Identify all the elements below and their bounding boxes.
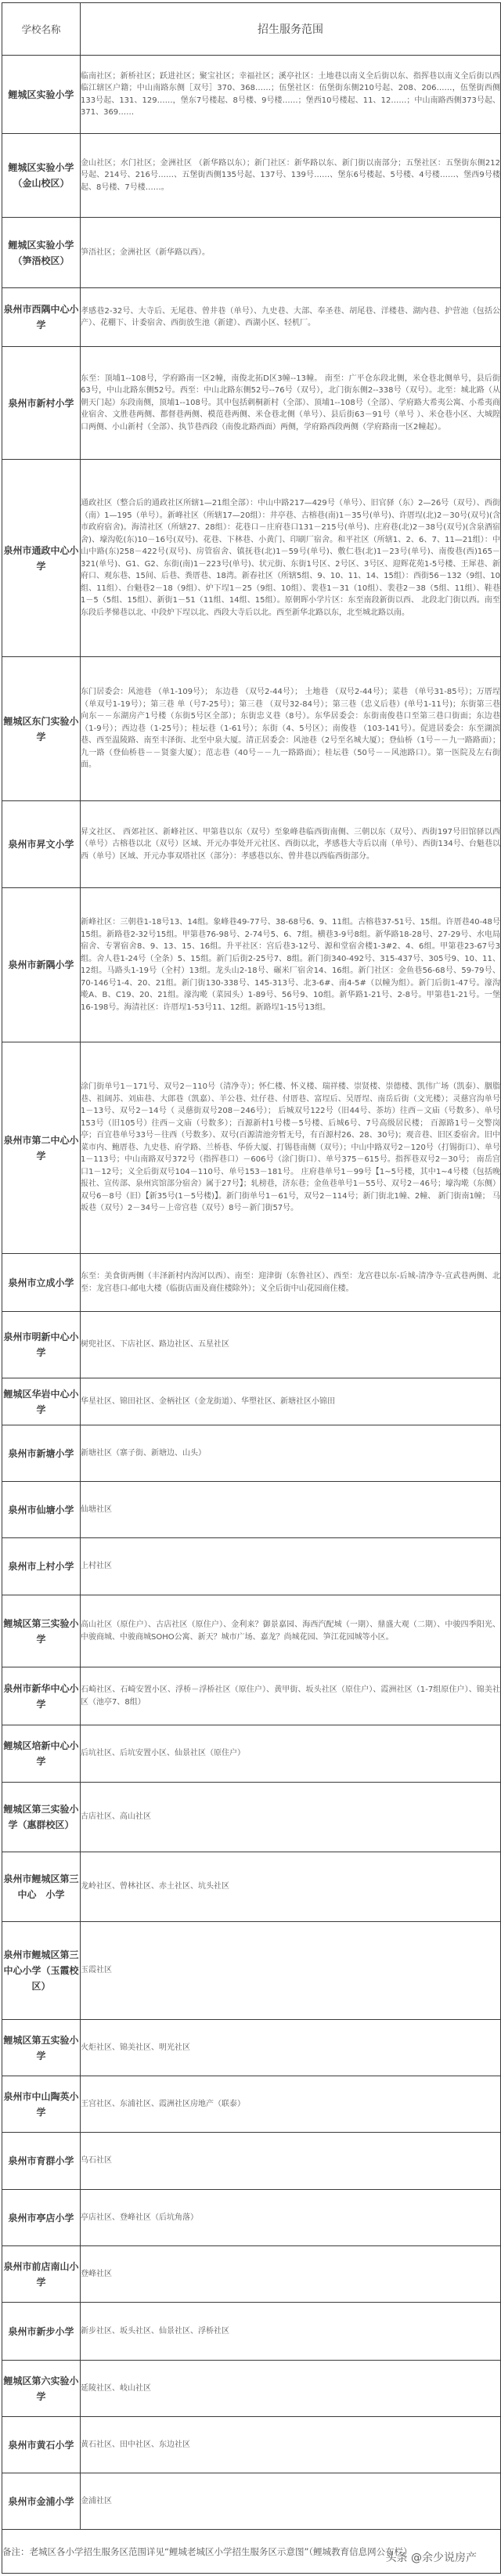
service-range-cell: 临南社区；新桥社区；跃进社区；聚宝社区；幸福社区；溪亭社区：土地巷以南义全后街以东、指挥巷以南义全后街以西临江辖区户籍；中山南路东侧［双号］370、368……；伍堡社区：伍堡街东侧210号起、208、206……，伍堡街西侧133号起、131、129……，堡东7号楼起、8号楼、9号楼……；堡西10号楼起、11、12……；中山南路西侧373号起、371、369……	[81, 56, 501, 134]
school-name-cell: 泉州市昇文小学	[2, 801, 81, 888]
column-header-range: 招生服务范围	[81, 3, 501, 56]
service-range-cell: 登峰社区	[81, 2246, 501, 2303]
service-range-cell: 笋浯社区；金洲社区（新华路以西）。	[81, 218, 501, 288]
table-row	[2, 1042, 501, 1254]
service-range-cell: 后坑社区、后坑安置小区、仙景社区（原住户）	[81, 1725, 501, 1783]
school-name-cell: 泉州市仙塘小学	[2, 1482, 81, 1538]
service-range-cell: 仙塘社区	[81, 1482, 501, 1538]
table-row	[2, 134, 501, 218]
service-range-cell: 新塘社区（寨子街、新塘边、山头）	[81, 1425, 501, 1482]
table-row	[2, 801, 501, 888]
school-name-cell: 鲤城区培新中心小学	[2, 1725, 81, 1783]
service-range-cell: 孝感巷2-32号、大寺后、无尾巷、曾井巷（单号）、九史巷、大部、奉圣巷、胡尾巷、洋楼巷、湖内巷、护营池（包括公产）、花棚下、计委宿舍、西街放生池（新建）、西湖小区、轻机厂。	[81, 288, 501, 347]
school-name-cell: 泉州市明新中心小学	[2, 1312, 81, 1378]
table-row	[2, 1312, 501, 1378]
school-name-cell: 鲤城区第六实验小学	[2, 2361, 81, 2417]
school-name-cell: 泉州市鲤城区第三中心 小学	[2, 1852, 81, 1922]
school-name-cell: 泉州市新塘小学	[2, 1425, 81, 1482]
school-name-cell: 泉州市鲤城区第三中心小学（玉霞校区）	[2, 1922, 81, 2020]
school-name-cell: 泉州市新步小学	[2, 2303, 81, 2361]
school-name-cell: 泉州市金浦小学	[2, 2473, 81, 2530]
table-row	[2, 2190, 501, 2246]
table-row	[2, 1378, 501, 1425]
school-name-cell: 泉州市育群小学	[2, 2133, 81, 2190]
service-range-cell: 树兜社区、下店社区、路边社区、五星社区	[81, 1312, 501, 1378]
service-range-cell: 黄石社区、田中社区、东边社区	[81, 2417, 501, 2473]
service-range-cell: 昇文社区、 西郊社区、新峰社区、甲第巷以东（双号）至象峰巷临西街南侧、三朝以东（双号）、西街197号旧馆驿以西（单号）古榕巷以北（双号）区域、开元办事处开元社区、西街以北，孝感巷大寺后以南（单号）、西街134号、台魁巷以西（单号）区域、开元办事双塔社区（部分）：孝感巷以东、曾井巷以西临西街部分。	[81, 801, 501, 888]
table-row	[2, 1538, 501, 1595]
school-name-cell: 鲤城区第五实验小学	[2, 2020, 81, 2076]
school-name-cell: 泉州市中山陶英小学	[2, 2076, 81, 2133]
table-row	[2, 1667, 501, 1725]
service-range-cell: 乌石社区	[81, 2133, 501, 2190]
service-range-cell: 王宫社区、东浦社区、霞洲社区房地产（联泰）	[81, 2076, 501, 2133]
table-row	[2, 1425, 501, 1482]
service-range-cell: 古店社区、高山社区	[81, 1783, 501, 1852]
service-range-cell: 涂门街单号1－171号、双号2－110号（清净寺）；怀仁楼、怀义楼、瑞祥楼、崇贤楼、崇德楼、凯伟广场（凯泰）、胭脂巷、祖阔苏、刘庙巷、大郎巷（凯嘉）、羊公巷、灶仔巷、付厝巷、富埕后、吴厝埕、南岳后街（文光楼）；灵慈宫沟单号1－13号、双号2－14号（ 灵慈街双号208－246号）； 后城双号122号（旧44号、茶坊）往西－文庙（号数多）、单号 153号（旧105号）往西－文庙（号数多）；百源新村1号楼－5号楼、后城6号、7号高级居民楼； 百源路1号－交警岗亭；百宜巷单号33号－往西（号数多）、双号(百源清池旁暂无号，有百源村26、28、30号)；观音巷、旧区委宿舍。旧中菜市内、鲍厝巷、九史巷、府学路、兰桥巷、华侨大厦、打锡巷南侧（双号）；中山中路双号2－120号（打锡街口）、单号1－113号；中山南路双号372号（指挥巷口）－606号（涂门街口）、单号375－615号。指挥巷双号2－30号； 南岳宫口1－12号；义全后街双号104－110号、单号153－181号。 庄府巷单号1－99号【1~5号楼，其中1~4号楼（包括晚报社、宣传部、泉州宾馆部分宿舍）属于27号】；轧榜巷，济东巷；金鱼巷单号1－55号、双号2－46号；壕沟墘（东侧）双号6－8号（旧）【新35号(1－5号楼)】。新门街单号1－61号，双号2－114号；新门街北1幢、2幢、 新门街南1幢； 马坂巷（双号）2－34号－上帝宫巷（双号）8号－新门街57号。	[81, 1042, 501, 1254]
column-header-school: 学校名称	[2, 3, 81, 56]
table-row	[2, 657, 501, 801]
service-range-cell: 上村社区	[81, 1538, 501, 1595]
school-name-cell: 泉州市立成小学	[2, 1254, 81, 1312]
service-range-cell: 石崎社区、石崎安置小区、浮桥－浮桥社区（原住户）、黄甲街、坂头社区（原住户）、霞洲社区（1-7组原住户）、锦美社区（池亭7、8组）	[81, 1667, 501, 1725]
table-row	[2, 288, 501, 347]
service-range-cell: 亭店社区、登峰社区（后坑角落）	[81, 2190, 501, 2246]
table-row	[2, 2303, 501, 2361]
table-header-row	[2, 3, 501, 56]
school-name-cell: 泉州市黄石小学	[2, 2417, 81, 2473]
school-name-cell: 鲤城区华岩中心小学	[2, 1378, 81, 1425]
service-range-cell: 火炬社区、锦美社区、明光社区	[81, 2020, 501, 2076]
table-row	[2, 2076, 501, 2133]
service-range-cell: 高山社区（原住户）、古店社区（原住户）、金利来？御景嘉园、海西汽配城（一期）、鼎盛大观（二期）、中骏四季阳光、中骏商城、中骏商城SOHO公寓、新天？城市广场、嘉龙？尚城花园、笋江花园城等小区。	[81, 1595, 501, 1667]
note-text: 备注：老城区各小学招生服务区范围详见“鲤城老城区小学招生服务区示意图”（鲤城教育信息网公布栏）	[2, 2545, 413, 2557]
table-row	[2, 1852, 501, 1922]
table-row	[2, 1254, 501, 1312]
service-range-cell: 新步社区、坂头社区、仙景社区、浮桥社区	[81, 2303, 501, 2361]
table-row	[2, 2473, 501, 2530]
service-range-cell: 延陵社区、岐山社区	[81, 2361, 501, 2417]
service-range-cell: 东门居委会：风池巷 （单1-109号）； 东边巷 （双号2-44号）； 土地巷 （双号2-44号）；菜巷 （单号31-85号）；万厝埕 （单双号1-19号）；第三巷 单（号7-25号）；第三巷 （双号32-84号）；第三巷（忠义后巷）(单号1-11号)；东街第三巷向东－－东湖房产1号楼（东街5号区全部）；东街忠义巷（8号）。东华居委会：东街南俊巷口至第三巷口街面；东边巷（1-9号）；西边巷（1-25号）；桂坛巷（1-61号）；东街（4、5号区）；南俊巷 （103-141号）。促进居委会：东至湖滨巷、西至温陵路、南至丰泽街、北至中泉大厦。清正居委会：风池巷（2号至名城大厦）；登仙桥（1号－－九一路路面）；九一路（登仙桥巷－－贤銮大厦）；范志巷（40号－－九一路路面）；桂坛巷（50号－－风池路口）。第一医院及左右街面。	[81, 657, 501, 801]
service-range-cell: 龙岭社区、曾林社区、赤土社区、坑头社区	[81, 1852, 501, 1922]
school-name-cell: 泉州市上村小学	[2, 1538, 81, 1595]
note-cell	[2, 2530, 501, 2574]
school-name-cell: 泉州市西隅中心小学	[2, 288, 81, 347]
table-row	[2, 1725, 501, 1783]
service-range-cell: 东至：美食街两侧（丰泽新村内沟河以西）、南至：迎津街（东鲁社区）、西至：龙宫巷以东-后城-清净寺-宣武巷两侧、北至：龙宫巷口-邮电大楼（临街店面及商住楼除外）；义全后街中山花园商住楼。	[81, 1254, 501, 1312]
enrollment-zone-table	[2, 2, 501, 2574]
table-row	[2, 2417, 501, 2473]
table-row	[2, 1922, 501, 2020]
school-name-cell: 鲤城区第三实验小学（惠群校区）	[2, 1783, 81, 1852]
table-row	[2, 2133, 501, 2190]
service-range-cell: 通政社区（整合后的通政社区所辖1—21组全部）：中山中路217—429号（单号）、旧官驿（东）2—26号（双号）、西街（南）1—195（单号）。新峰社区（所辖17—20组）：井亭巷、古榕巷(南)1－35号(单号)、许厝埕(北)2－30号(双号)(含市政府宿舍)。海清社区（所辖27、28组）：花巷口－庄府巷口131－215号(单号)、庄府巷(北)2－38号(双号)(含泉酒宿舍)、壕沟乾(东)10－16号(双号)、花巷、下林巷、小黄门、印刷厂宿舍。和平社区（所辖1、2、6、7、11—21组）：中山中路(东)258－422号(双号)、房管宿舍、镇抚巷(北)1－59号(单号)、敷仁巷(北)1－23号(单号)、南俊巷(西)165－321(单号)、G1、G2、东街(南)1－223号(单号)、状元街、东街1号区、2号区、3号区、迎辉花苑1-5号楼、王犀巷、新府口、观东巷、15间、后巷、粪厝巷、18湾。新春社区（所辖5组、9、10、11、14、15组）：西街56－132（9组、10组、11组）、台魁巷2－18（9组）、炉下埕1－25（9组、10组）、裴巷1－31（10组）、裴巷2－38（5组、11组）、鞋巷1－5（5组、15组）、新街1－51（11组、14组、15组）。原朝晖小学片区：东至南段新街以西、 北段北门街以西。南至东段后孝悌巷以北、中段炉下埕以北、西段大寺后以北。西至新华北路以东，北至城北路以南。	[81, 460, 501, 657]
table-row	[2, 347, 501, 460]
table-row	[2, 56, 501, 134]
service-range-cell: 华星社区、锦田社区、金柄社区（金龙街道）、华塑社区、新塘社区小锦田	[81, 1378, 501, 1425]
watermark: 头条 @余少说房产	[385, 2552, 477, 2564]
school-name-cell: 泉州市新隅小学	[2, 888, 81, 1042]
service-range-cell: 东至：顶埔1--108号，学府路南一区2幢，南俊北拓D区3幢--13幢。 南至：广平仓东段北侧，米仓巷北侧单号，县后街63号，中山北路东侧52号。西至：中山北路东侧52号--76号（双号），北门街东侧2--338号（双号）。北至：城北路（从朝天门起）东段南侧，顶埔1--108号。其中包括刺桐新村（全部）、顶埔1--108号（全部）、学府路大希夷公寓、小希夷商业宿舍、文胜巷两侧、都督巷两侧、模范巷两侧、米仓巷北侧（单号）、县后街63－91号（单号 ）、米仓巷小区、大城隍口两侧、小山新村（全部）、执节巷西段（南俊北路西面）两侧，学府路西段两侧（学府路南一区2幢起）。	[81, 347, 501, 460]
school-name-cell: 鲤城区东门实验小学	[2, 657, 81, 801]
school-name-cell: 泉州市前店南山小学	[2, 2246, 81, 2303]
school-name-cell: 鲤城区实验小学	[2, 56, 81, 134]
note-row	[2, 2530, 501, 2574]
school-name-cell: 鲤城区实验小学（笋浯校区）	[2, 218, 81, 288]
table-row	[2, 2020, 501, 2076]
school-name-cell: 泉州市第二中心小学	[2, 1042, 81, 1254]
table-row	[2, 1595, 501, 1667]
table-row	[2, 2246, 501, 2303]
school-name-cell: 泉州市通政中心小学	[2, 460, 81, 657]
school-name-cell: 鲤城区实验小学（金山校区）	[2, 134, 81, 218]
table-row	[2, 218, 501, 288]
school-name-cell: 泉州市新华中心小学	[2, 1667, 81, 1725]
service-range-cell: 新峰社区：三朝巷1-18号13、14组。象峰巷49-77号、38-68号6、9、11组。古榕巷37-51号、15组。许厝巷40-48号15组。新路巷2-32号15组。甲第巷76-98号、2-74号5、6、7组。横巷3-9号8组。新华路18-28号、27-29号、水电局宿舍、专署宿舍8、9、13、15、16组。升平社区：宫后巷3-12号、源和堂宿舍楼1-3#2、4、6组。甲第巷23-67号3组。舍人巷1-24号（全条）5、15组。新门后街2-25号7、8组。新门街340-492号、315-437号、305号9、10、11、12组。马路头1-19号（全村）13组。龙头山2-18号、碾米厂宿舍14、16组。新门社区：金鱼巷56-68号、59-79号、70-146号1-4、20、21组。新门街130-338号、145-313号、北3-6#、南4-5#（以幢为组）。新门后街1-47号。濠沟墘A、B、C19、20、21组。濠沟墘（菜园头）1-89号、56号9、10组。新华路1-21号、2-8号。甲第巷1-21号。一堡16-198号。海清社区：许厝埕1-53号11、12组。新路埕1-15号13组。	[81, 888, 501, 1042]
table-row	[2, 460, 501, 657]
table-row	[2, 888, 501, 1042]
school-name-cell: 泉州市新村小学	[2, 347, 81, 460]
school-name-cell: 泉州市亭店小学	[2, 2190, 81, 2246]
service-range-cell: 玉霞社区	[81, 1922, 501, 2020]
service-range-cell: 金浦社区	[81, 2473, 501, 2530]
school-name-cell: 鲤城区第三实验小学	[2, 1595, 81, 1667]
table-row	[2, 1783, 501, 1852]
table-row	[2, 1482, 501, 1538]
table-row	[2, 2361, 501, 2417]
service-range-cell: 金山社区；水门社区；金洲社区 （新华路以东）；新门社区：新华路以东、新门街以南部分；五堡社区：五堡街东侧212号起、214号、216号……、五堡街西侧135号起、137号、139号……、堡东6号楼起、5号楼、4号楼……、堡西9号楼起、8号楼、7号楼……。	[81, 134, 501, 218]
